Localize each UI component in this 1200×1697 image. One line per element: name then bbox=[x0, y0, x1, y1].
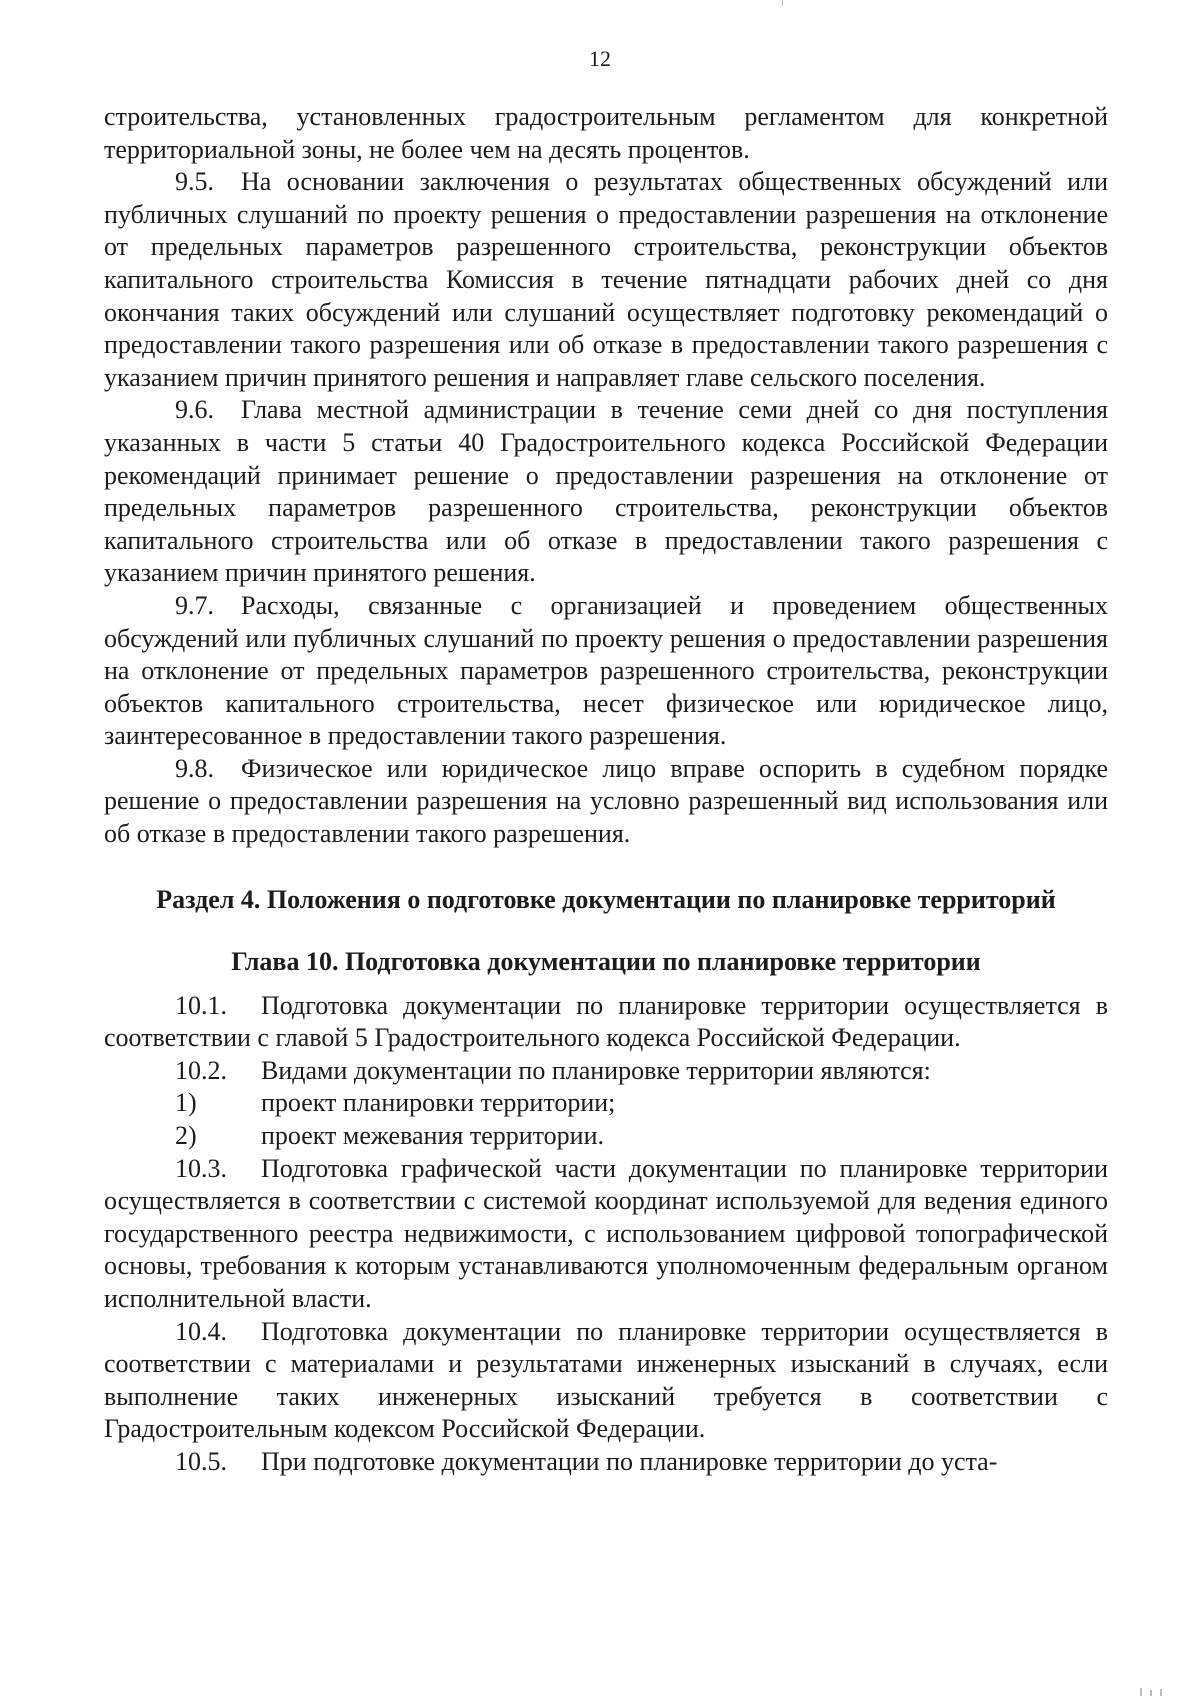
paragraph-9-7 bbox=[104, 590, 1108, 753]
paragraph-10-3 bbox=[104, 1153, 1108, 1316]
paragraph-text: Видами документации по планировке территории являются: bbox=[261, 1055, 931, 1085]
paragraph-number: 9.6. bbox=[175, 395, 214, 425]
list-item-text: проект межевания территории. bbox=[261, 1121, 605, 1151]
paragraph-number: 10.1. bbox=[175, 990, 227, 1020]
paragraph-number: 10.4. bbox=[175, 1316, 227, 1346]
paragraph-10-4 bbox=[104, 1316, 1108, 1446]
paragraph-10-5 bbox=[104, 1446, 1108, 1479]
paragraph-number: 9.8. bbox=[175, 753, 214, 783]
paragraph-number: 10.2. bbox=[175, 1055, 227, 1085]
paragraph-text: Расходы, связанные с организацией и проведением общественных обсуждений или публичных слушаний по проекту решения о предоставлении разрешения на отклонение от предельных параметров разрешенного строительства, реконструкции объектов капитального строительства, несет физическое или юридическое лицо, заинтересованное в предоставлении такого разрешения. bbox=[104, 590, 1108, 751]
paragraph-number: 10.5. bbox=[175, 1446, 227, 1476]
list-item-number: 2) bbox=[175, 1121, 197, 1151]
paragraph-9-5 bbox=[104, 166, 1108, 394]
paragraph-number: 9.7. bbox=[175, 590, 214, 620]
scan-artifact bbox=[782, 0, 783, 6]
paragraph-9-6 bbox=[104, 394, 1108, 590]
paragraph-text: На основании заключения о результатах общественных обсуждений или публичных слушаний по проекту решения о предоставлении разрешения на отклонение от предельных параметров разрешенного строительства, реконструкции объектов капитального строительства Комиссия в течение пятнадцати рабочих дней со дня окончания таких обсуждений или слушаний осуществляет подготовку рекомендаций о предоставлении такого разрешения или об отказе в предоставлении такого разрешения с указанием причин принятого решения и направляет главе сельского поселения. bbox=[104, 167, 1108, 392]
list-item bbox=[104, 1120, 1108, 1153]
paragraph-text: При подготовке документации по планировке территории до уста- bbox=[261, 1446, 998, 1476]
scan-artifact bbox=[1160, 1689, 1162, 1696]
section-heading: Раздел 4. Положения о подготовке документации по планировке территорий bbox=[156, 884, 1056, 914]
paragraph-number: 9.5. bbox=[175, 167, 214, 197]
paragraph-continuation: строительства, установленных градостроительным регламентом для конкретной территориальной зоны, не более чем на десять процентов. bbox=[104, 102, 1108, 164]
paragraph-number: 10.3. bbox=[175, 1153, 227, 1183]
list-item-text: проект планировки территории; bbox=[261, 1088, 616, 1118]
list-item-number: 1) bbox=[175, 1088, 197, 1118]
paragraph-9-8 bbox=[104, 753, 1108, 851]
paragraph-10-1 bbox=[104, 990, 1108, 1055]
paragraph-text: Подготовка документации по планировке территории осуществляется в соответствии с материалами и результатами инженерных изысканий в случаях, если выполнение таких инженерных изысканий требуется в соответствии с Градостроительным кодексом Российской Федерации. bbox=[104, 1316, 1108, 1444]
paragraph-text: Глава местной администрации в течение семи дней со дня поступления указанных в части 5 статьи 40 Градостроительного кодекса Российской Федерации рекомендаций принимает решение о предоставлении разрешения на отклонение от предельных параметров разрешенного строительства, реконструкции объектов капитального строительства или об отказе в предоставлении такого разрешения с указанием причин принятого решения. bbox=[104, 395, 1108, 588]
scan-artifact bbox=[1150, 1690, 1152, 1696]
page-number: 12 bbox=[589, 46, 611, 71]
document-body bbox=[104, 101, 1108, 1479]
scan-artifact bbox=[1140, 1688, 1142, 1696]
chapter-heading: Глава 10. Подготовка документации по планировке территории bbox=[231, 946, 981, 976]
paragraph-text: Физическое или юридическое лицо вправе оспорить в судебном порядке решение о предоставлении разрешения на условно разрешенный вид использования или об отказе в предоставлении такого разрешения. bbox=[104, 753, 1108, 849]
list-item bbox=[104, 1087, 1108, 1120]
paragraph-text: Подготовка документации по планировке территории осуществляется в соответствии с главой 5 Градостроительного кодекса Российской Федерации. bbox=[104, 990, 1108, 1053]
paragraph-10-2 bbox=[104, 1055, 1108, 1088]
paragraph-text: Подготовка графической части документации по планировке территории осуществляется в соответствии с системой координат используемой для ведения единого государственного реестра недвижимости, с использованием цифровой топографической основы, требования к которым устанавливаются уполномоченным федеральным органом исполнительной власти. bbox=[104, 1153, 1108, 1313]
